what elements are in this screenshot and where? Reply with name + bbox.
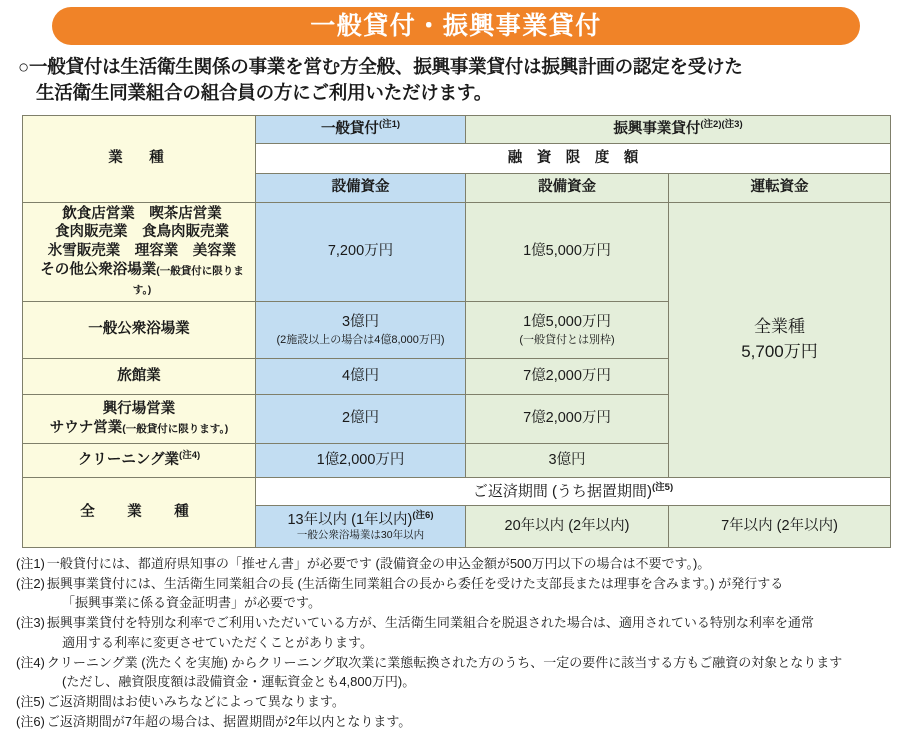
row-4-industry-line-2-text: サウナ営業 <box>49 419 123 436</box>
row-4-industry-line-2 <box>26 419 252 438</box>
footnote-4-continuation: (ただし、融資限度額は設備資金・運転資金とも4,800万円)。 <box>62 674 416 690</box>
row-1-industry-line-4-note: (一般貸付に限ります。) <box>132 265 244 296</box>
row-4-general-amount: 2億円 <box>341 410 380 427</box>
footnote-2-continuation: 「振興事業に係る資金証明書」が必要です。 <box>62 595 321 611</box>
footnote-1-body: 一般貸付には、都道府県知事の「推せん書」が必要です (設備資金の申込金額が500万円以下の場合は不要です。)。 <box>46 555 711 571</box>
row-4-industry-line-2-note: (一般貸付に限ります。) <box>122 422 229 435</box>
row-1-promotion-amount: 1億5,000万円 <box>523 243 611 260</box>
header-limit-amount-cell <box>256 143 891 173</box>
repayment-industry-label: 全 業 種 <box>80 503 198 520</box>
repayment-general-sup: (注6) <box>412 509 434 521</box>
footnote-6-key: (注6) <box>16 713 45 729</box>
title-banner <box>52 7 860 45</box>
header-promotion-loan-cell <box>466 115 891 143</box>
header-equipment-funds-general-cell <box>256 173 466 202</box>
row-2-general-amount-note: (2施設以上の場合は4億8,000万円) <box>276 333 445 346</box>
row-1-industry-line-2: 食肉販売業 食鳥肉販売業 <box>55 224 229 241</box>
working-capital-line-1: 全業種 <box>754 317 805 336</box>
loan-limits-table <box>22 115 891 548</box>
footnote-item <box>16 574 896 614</box>
footnote-2-main <box>16 574 896 594</box>
header-limit-amount-label: 融 資 限 度 額 <box>507 149 639 166</box>
row-3-industry-cell <box>23 358 256 394</box>
row-4-promotion-amount: 7億2,000万円 <box>523 410 611 427</box>
row-3-general-amount: 4億円 <box>341 367 380 384</box>
repayment-working-cell <box>669 505 891 547</box>
working-capital-merged-cell <box>669 202 891 477</box>
footnote-5-body: ご返済期間はお使いみちなどによって異なります。 <box>46 694 345 709</box>
row-3-promotion-amount: 7億2,000万円 <box>523 367 611 384</box>
footnote-2-body: 振興事業貸付には、生活衛生同業組合の長 (生活衛生同業組合の長から委任を受けた支部長または理事を含みます。) が発行する <box>46 575 784 591</box>
repayment-working-value: 7年以内 (2年以内) <box>721 517 838 534</box>
footnote-5-key: (注5) <box>16 694 45 709</box>
header-working-funds-cell <box>669 173 891 202</box>
row-3-industry-label: 旅館業 <box>117 367 161 384</box>
row-2-general-amount-cell <box>256 301 466 358</box>
repayment-general-cell <box>256 505 466 547</box>
row-2-industry-label: 一般公衆浴場業 <box>88 321 190 338</box>
row-2-promotion-amount-cell <box>466 301 669 358</box>
header-general-loan-label: 一般貸付 <box>320 121 379 138</box>
loan-table-container <box>22 115 890 548</box>
row-2-general-amount: 3億円 <box>341 313 380 330</box>
footnote-4-main <box>16 653 896 673</box>
header-equipment-funds-general-label: 設備資金 <box>331 179 390 196</box>
repayment-header-row <box>23 477 891 505</box>
footnote-item <box>16 554 896 574</box>
repayment-general-value: 13年以内 (1年以内) <box>287 511 413 528</box>
row-5-promotion-amount: 3億円 <box>548 451 586 468</box>
footnote-2-key: (注2) <box>16 575 45 591</box>
repayment-promotion-value: 20年以内 (2年以内) <box>504 517 630 534</box>
header-general-loan-sup: (注1) <box>378 119 401 131</box>
repayment-label: ご返済期間 (うち据置期間) <box>472 482 653 500</box>
header-promotion-loan-sup-1: (注2) <box>700 119 722 131</box>
footnote-4-key: (注4) <box>16 654 45 670</box>
footnote-5-main <box>16 692 896 712</box>
footnote-3-continuation: 適用する利率に変更させていただくことがあります。 <box>62 634 373 650</box>
row-4-industry-cell <box>23 394 256 443</box>
footnote-4-body: クリーニング業 (洗たくを実施) からクリーニング取次業に業態転換された方のうち、一定の要件に該当する方もご融資の対象となります <box>46 654 843 670</box>
intro-paragraph <box>18 54 894 107</box>
header-promotion-loan-sup-2: (注3) <box>721 119 743 131</box>
repayment-promotion-cell <box>466 505 669 547</box>
footnotes-list <box>16 554 896 732</box>
row-2-promotion-amount-note: (一般貸付とは別枠) <box>519 333 615 346</box>
row-5-promotion-amount-cell <box>466 443 669 477</box>
footnote-6-body: ご返済期間が7年超の場合は、据置期間が2年以内となります。 <box>46 713 412 729</box>
title-banner-container <box>0 0 912 45</box>
row-4-promotion-amount-cell <box>466 394 669 443</box>
row-5-industry-cell <box>23 443 256 477</box>
header-working-funds-label: 運転資金 <box>750 179 809 196</box>
footnote-item <box>16 712 896 732</box>
row-3-promotion-amount-cell <box>466 358 669 394</box>
table-header-row-1 <box>23 115 891 143</box>
working-capital-line-2: 5,700万円 <box>741 341 818 361</box>
footnote-item <box>16 692 896 712</box>
footnote-1-key: (注1) <box>16 555 45 571</box>
footnote-item <box>16 613 896 653</box>
footnote-item <box>16 653 896 693</box>
row-1-industry-line-3: 氷雪販売業 理容業 美容業 <box>47 243 237 260</box>
header-promotion-loan-label: 振興事業貸付 <box>613 121 701 138</box>
header-industry-cell <box>23 115 256 202</box>
row-1-industry-line-4-text: その他公衆浴場業 <box>40 262 157 279</box>
header-equipment-funds-promotion-label: 設備資金 <box>538 179 596 196</box>
footnote-6-main <box>16 712 896 732</box>
row-3-general-amount-cell <box>256 358 466 394</box>
footnote-1-main <box>16 554 896 574</box>
repayment-industry-cell <box>23 477 256 547</box>
row-2-industry-cell <box>23 301 256 358</box>
header-industry-label: 業 種 <box>108 150 170 167</box>
footnote-3-key: (注3) <box>16 615 45 630</box>
row-2-promotion-amount: 1億5,000万円 <box>523 313 611 330</box>
row-1-general-amount: 7,200万円 <box>327 243 394 260</box>
row-5-general-amount-cell <box>256 443 466 477</box>
table-row <box>23 202 891 301</box>
page-title: 一般貸付・振興事業貸付 <box>310 11 602 40</box>
row-5-general-amount: 1億2,000万円 <box>316 451 405 468</box>
footnote-3-main <box>16 613 896 633</box>
header-general-loan-cell <box>256 115 466 143</box>
repayment-label-sup: (注5) <box>652 481 674 493</box>
repayment-label-cell <box>256 477 891 505</box>
footnote-3-body: 振興事業貸付を特別な利率でご利用いただいている方が、生活衛生同業組合を脱退された場合は、適用されている特別な利率を通常 <box>46 615 814 630</box>
repayment-general-note: 一般公衆浴場業は30年以内 <box>296 529 425 542</box>
intro-line-1: ○一般貸付は生活衛生関係の事業を営む方全般、振興事業貸付は振興計画の認定を受けた <box>18 56 743 77</box>
row-1-industry-cell <box>23 202 256 301</box>
row-5-industry-sup: (注4) <box>179 450 201 462</box>
header-equipment-funds-promotion-cell <box>466 173 669 202</box>
row-4-general-amount-cell <box>256 394 466 443</box>
intro-line-2: 生活衛生同業組合の組合員の方にご利用いただけます。 <box>36 82 493 104</box>
row-5-industry-label: クリーニング業 <box>77 452 180 469</box>
row-1-general-amount-cell <box>256 202 466 301</box>
row-1-industry-line-1: 飲食店営業 喫茶店営業 <box>62 205 222 222</box>
row-4-industry-line-1: 興行場営業 <box>102 400 176 417</box>
row-1-promotion-amount-cell <box>466 202 669 301</box>
row-1-industry-line-4 <box>32 261 252 299</box>
